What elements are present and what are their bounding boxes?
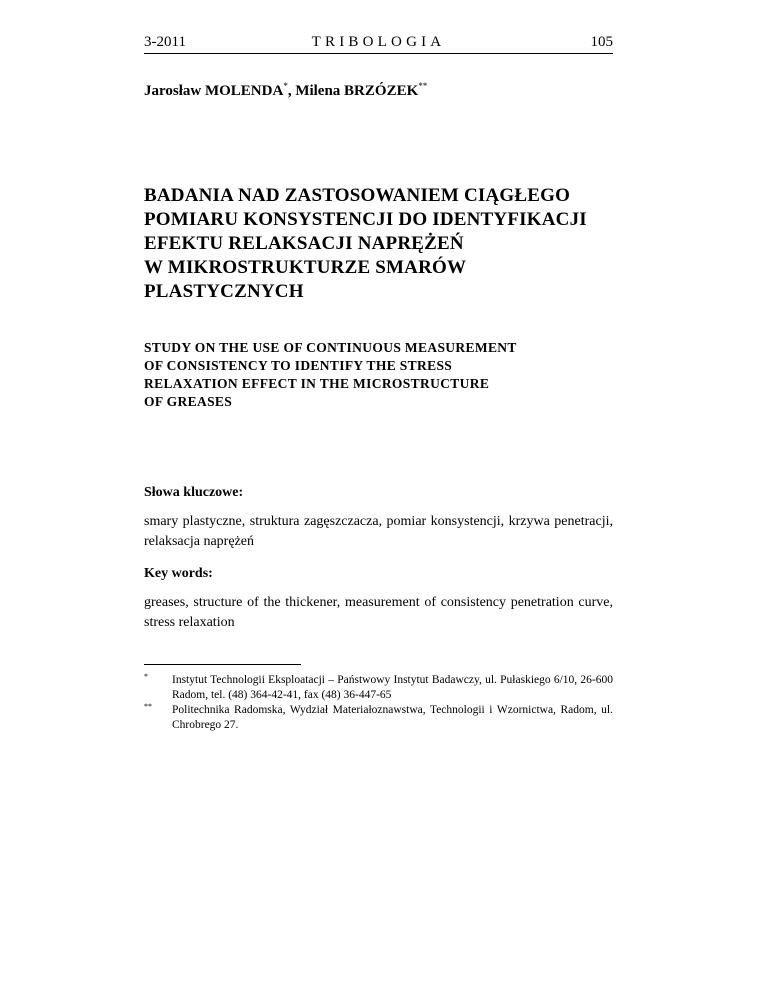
footnote-2 <box>144 703 613 732</box>
page-number: 105 <box>590 34 613 50</box>
title-pl-line: BADANIA NAD ZASTOSOWANIEM CIĄGŁEGO <box>144 185 571 206</box>
journal-name: TRIBOLOGIA <box>311 34 446 50</box>
keywords-en-text: greases, structure of the thickener, measurement of consistency penetration curve, stress relaxation <box>144 595 613 630</box>
footnote-2-text: Politechnika Radomska, Wydział Materiałoznawstwa, Technologii i Wzornictwa, Radom, ul. Chrobrego 27. <box>172 704 613 731</box>
title-pl-line: POMIARU KONSYSTENCJI DO IDENTYFIKACJI <box>144 209 587 230</box>
author-separator: , <box>287 83 296 99</box>
title-en-line: OF CONSISTENCY TO IDENTIFY THE STRESS <box>144 358 453 373</box>
footnote-1-mark: * <box>144 672 148 681</box>
keywords-pl-text: smary plastyczne, struktura zagęszczacza, pomiar konsystencji, krzywa penetracji, relaksacja naprężeń <box>144 514 613 549</box>
author-1-affiliation-mark: * <box>283 81 288 91</box>
title-en-line: RELAXATION EFFECT IN THE MICROSTRUCTURE <box>144 376 490 391</box>
footnote-1-text: Instytut Technologii Eksploatacji – Państwowy Instytut Badawczy, ul. Pułaskiego 6/10, 26-600 Radom, tel. (48) 364-42-41, fax (48) 36-447-65 <box>172 674 613 701</box>
author-2-affiliation-mark: ** <box>418 81 428 91</box>
title-polish <box>144 184 587 304</box>
footnote-2-mark: ** <box>144 702 152 711</box>
footnote-1 <box>144 673 613 702</box>
title-english <box>144 339 517 411</box>
issue-number: 3-2011 <box>144 34 186 50</box>
footnote-divider <box>144 664 301 665</box>
title-en-line: STUDY ON THE USE OF CONTINUOUS MEASUREMENT <box>144 340 517 355</box>
author-1: Jarosław MOLENDA <box>144 83 284 99</box>
title-pl-line: EFEKTU RELAKSACJI NAPRĘŻEŃ <box>144 233 464 254</box>
header-divider <box>144 53 613 54</box>
title-pl-line: PLASTYCZNYCH <box>144 281 304 302</box>
keywords-pl-heading: Słowa kluczowe: <box>144 485 244 500</box>
author-line <box>144 83 427 100</box>
author-2: Milena BRZÓZEK <box>295 83 419 99</box>
keywords-en-heading: Key words: <box>144 566 213 581</box>
title-pl-line: W MIKROSTRUKTURZE SMARÓW <box>144 257 467 278</box>
title-en-line: OF GREASES <box>144 394 233 409</box>
